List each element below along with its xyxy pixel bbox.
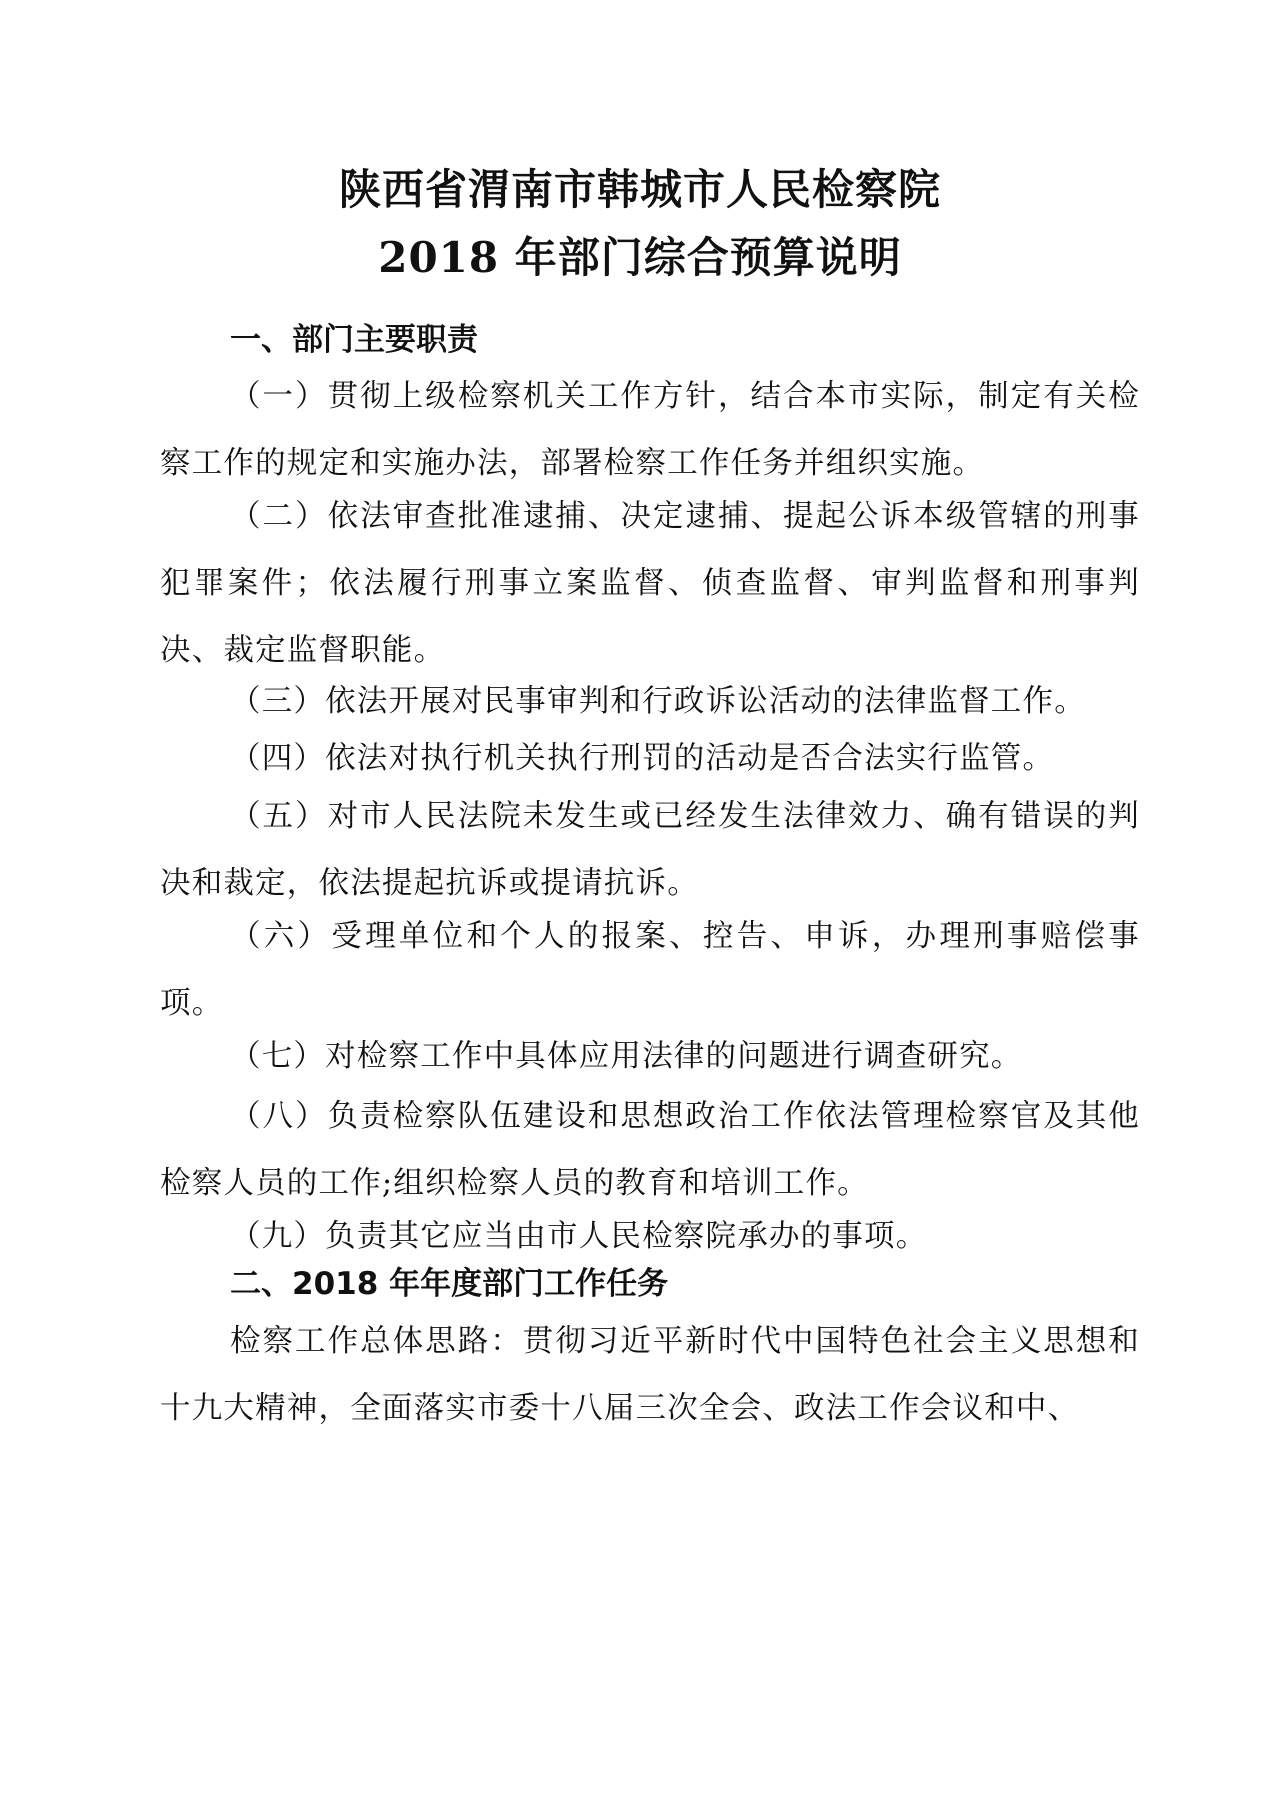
duty-item-9: （九）负责其它应当由市人民检察院承办的事项。 (230, 1219, 928, 1254)
work-task-paragraph: 检察工作总体思路：贯彻习近平新时代中国特色社会主义思想和十九大精神，全面落实市委十八届三次全会、政法工作会议和中、 (160, 1324, 1140, 1426)
section-1-heading: 一、部门主要职责 (230, 322, 478, 358)
document-title-line-2: 2018 年部门综合预算说明 (378, 233, 902, 282)
duty-item-8: （八）负责检察队伍建设和思想政治工作依法管理检察官及其他检察人员的工作;组织检察人员的教育和培训工作。 (160, 1099, 1140, 1201)
duty-item-1: （一）贯彻上级检察机关工作方针，结合本市实际，制定有关检察工作的规定和实施办法，部署检察工作任务并组织实施。 (160, 379, 1140, 481)
duty-item-2: （二）依法审查批准逮捕、决定逮捕、提起公诉本级管辖的刑事犯罪案件；依法履行刑事立案监督、侦查监督、审判监督和刑事判决、裁定监督职能。 (160, 499, 1140, 668)
duty-item-3: （三）依法开展对民事审判和行政诉讼活动的法律监督工作。 (230, 684, 1086, 719)
document-title-line-1: 陕西省渭南市韩城市人民检察院 (338, 165, 941, 214)
duty-item-5: （五）对市人民法院未发生或已经发生法律效力、确有错误的判决和裁定，依法提起抗诉或提请抗诉。 (160, 799, 1140, 901)
duty-item-7: （七）对检察工作中具体应用法律的问题进行调查研究。 (230, 1039, 1023, 1074)
duty-item-6: （六）受理单位和个人的报案、控告、申诉，办理刑事赔偿事项。 (160, 919, 1140, 1021)
section-2-heading: 二、2018 年年度部门工作任务 (230, 1266, 669, 1302)
duty-item-4: （四）依法对执行机关执行刑罚的活动是否合法实行监管。 (230, 741, 1055, 776)
